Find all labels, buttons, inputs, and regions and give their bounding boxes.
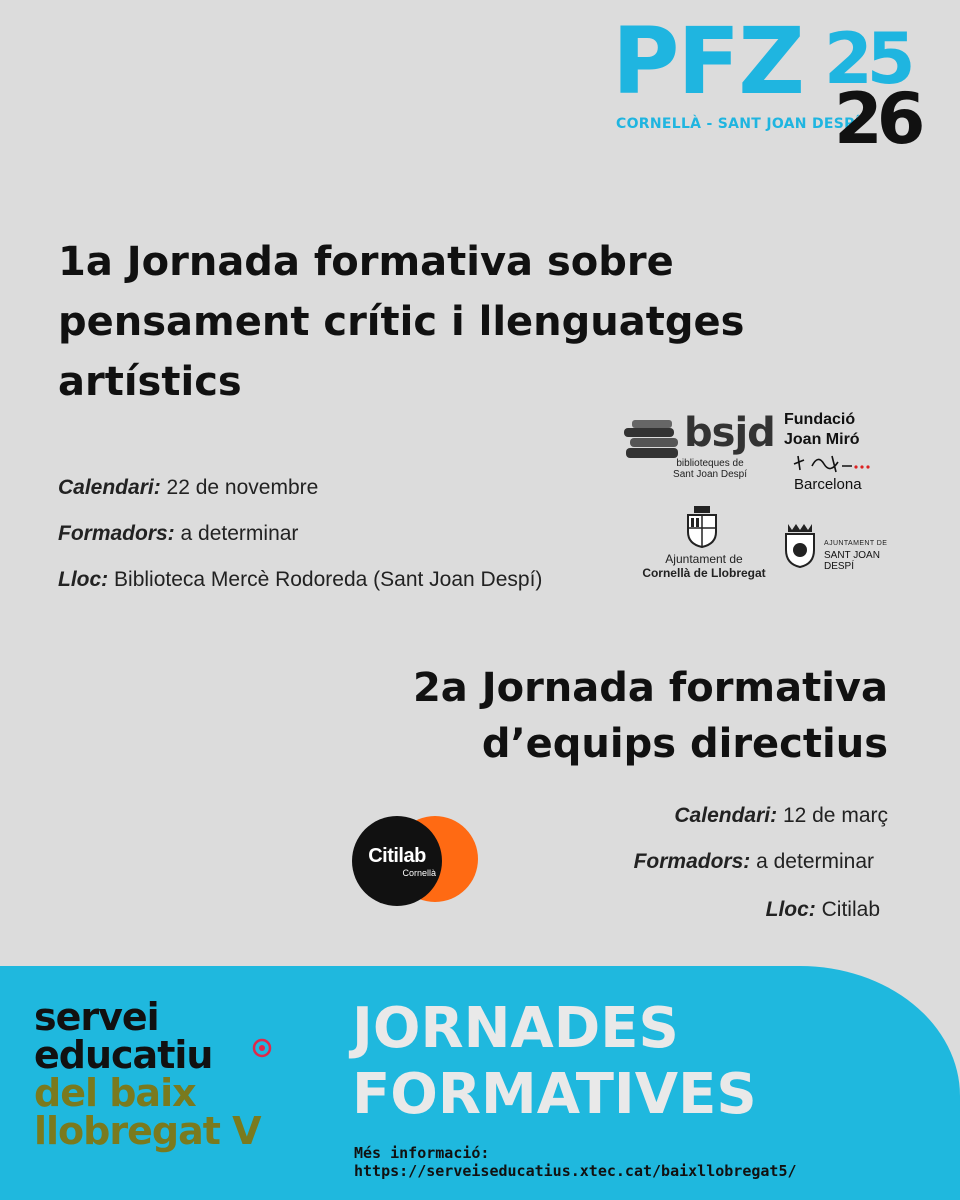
citilab-city: Cornellà bbox=[402, 868, 436, 878]
service-line-text: educatiu bbox=[34, 1033, 213, 1077]
sjd-line2: SANT JOAN DESPÍ bbox=[824, 550, 880, 572]
cornella-line2: Cornellà de Llobregat bbox=[642, 566, 766, 580]
event2-title bbox=[288, 660, 888, 772]
bsjd-line1: biblioteques de bbox=[676, 458, 744, 469]
calendar-label: Calendari: bbox=[58, 476, 161, 499]
pfz-subtitle: CORNELLÀ - SANT JOAN DESPÍ bbox=[616, 116, 861, 132]
event1-place bbox=[58, 568, 542, 592]
event2-title-line: 2a Jornada formativa bbox=[412, 665, 888, 711]
citilab-name: Citilab bbox=[368, 845, 426, 867]
more-info-label: Més informació: bbox=[354, 1144, 490, 1162]
cornella-logo bbox=[640, 506, 770, 578]
service-line: del baix bbox=[34, 1071, 196, 1115]
trainers-label: Formadors: bbox=[633, 850, 751, 873]
miro-line1: Fundació bbox=[784, 411, 856, 428]
trainers-value: a determinar bbox=[756, 850, 874, 873]
bsjd-mark: bsjd bbox=[684, 410, 775, 456]
servei-educatiu-logo bbox=[34, 995, 261, 1153]
event1-trainers bbox=[58, 522, 298, 546]
calendar-label: Calendari: bbox=[674, 804, 778, 827]
bsjd-logo bbox=[622, 410, 775, 486]
cornella-caption bbox=[640, 552, 768, 580]
service-line: llobregat V bbox=[34, 1109, 261, 1153]
event1-title-line: artístics bbox=[58, 359, 242, 405]
pfz-logo bbox=[612, 8, 952, 162]
event1-title-line: 1a Jornada formativa sobre bbox=[58, 239, 674, 285]
pfz-year-top: 25 bbox=[824, 18, 910, 100]
trainers-value: a determinar bbox=[180, 522, 299, 545]
headline-line: FORMATIVES bbox=[352, 1062, 757, 1127]
place-label: Lloc: bbox=[58, 568, 109, 591]
miro-name bbox=[784, 410, 894, 450]
calendar-value: 22 de novembre bbox=[166, 476, 319, 499]
target-icon bbox=[252, 1038, 272, 1058]
event1-title bbox=[58, 232, 778, 412]
more-info bbox=[354, 1144, 797, 1180]
coat-of-arms-icon bbox=[782, 522, 818, 568]
sant-joan-despi-logo bbox=[782, 522, 912, 572]
bsjd-caption bbox=[660, 458, 760, 480]
event1-title-line: pensament crític i llenguatges bbox=[58, 299, 745, 345]
trainers-label: Formadors: bbox=[58, 522, 175, 545]
place-value: Biblioteca Mercè Rodoreda (Sant Joan Despí) bbox=[114, 568, 543, 591]
citilab-logo bbox=[352, 812, 482, 912]
fundacio-miro-logo bbox=[784, 410, 894, 496]
event2-title-line: d’equips directius bbox=[481, 721, 888, 767]
place-label: Lloc: bbox=[765, 898, 816, 921]
event1-calendar bbox=[58, 476, 318, 500]
service-line: servei bbox=[34, 995, 159, 1039]
sjd-line1: AJUNTAMENT DE bbox=[824, 540, 888, 547]
service-line bbox=[34, 1033, 261, 1077]
pfz-letters: PFZ bbox=[612, 8, 803, 115]
miro-signature-icon bbox=[792, 452, 872, 474]
headline-line: JORNADES bbox=[352, 996, 679, 1061]
calendar-value: 12 de març bbox=[782, 804, 888, 827]
more-info-link[interactable]: https://serveiseducatius.xtec.cat/baixllobregat5/ bbox=[354, 1162, 797, 1180]
pfz-year-bottom: 26 bbox=[834, 78, 920, 160]
miro-city: Barcelona bbox=[794, 476, 862, 493]
cornella-line1: Ajuntament de bbox=[665, 552, 743, 566]
bsjd-line2: Sant Joan Despí bbox=[673, 469, 747, 480]
place-value: Citilab bbox=[821, 898, 880, 921]
coat-of-arms-icon bbox=[684, 506, 720, 548]
miro-line2: Joan Miró bbox=[784, 431, 860, 448]
jornades-headline bbox=[352, 996, 757, 1128]
